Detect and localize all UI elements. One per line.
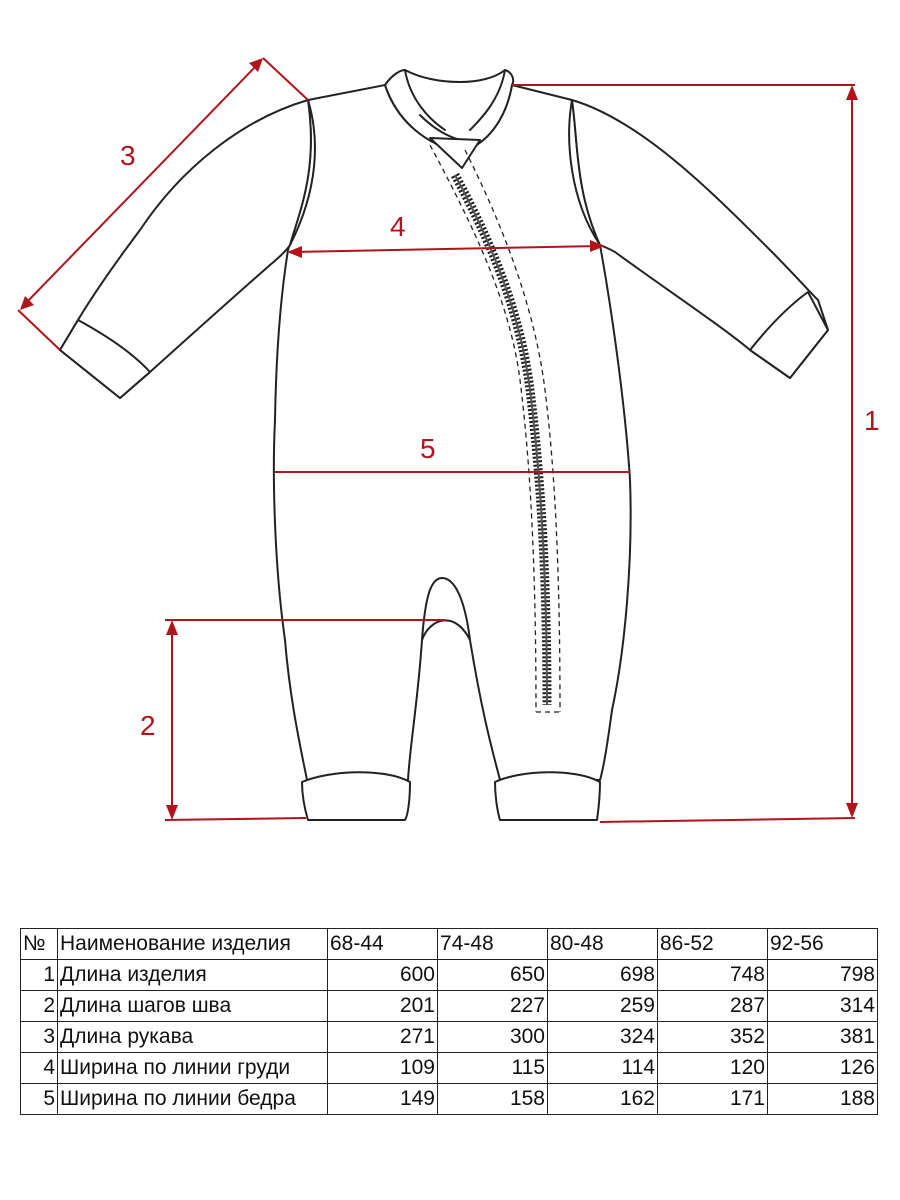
table-row <box>21 991 878 1022</box>
measurement-4-chest-width <box>287 211 605 258</box>
cell-value: 109 <box>328 1053 438 1084</box>
cell-value: 115 <box>438 1053 548 1084</box>
cell-value: 381 <box>768 1022 878 1053</box>
row-name: Ширина по линии бедра <box>58 1084 328 1115</box>
cell-value: 324 <box>548 1022 658 1053</box>
cell-value: 698 <box>548 960 658 991</box>
row-number: 1 <box>21 960 58 991</box>
cell-value: 188 <box>768 1084 878 1115</box>
size-table <box>20 928 878 1115</box>
header-size-3: 80-48 <box>548 929 658 960</box>
row-number: 2 <box>21 991 58 1022</box>
table-row <box>21 1022 878 1053</box>
header-name: Наименование изделия <box>58 929 328 960</box>
table-header-row <box>21 929 878 960</box>
table-row <box>21 1053 878 1084</box>
cell-value: 120 <box>658 1053 768 1084</box>
measurement-5-hip-width <box>275 433 630 472</box>
cell-value: 259 <box>548 991 658 1022</box>
row-name: Длина рукава <box>58 1022 328 1053</box>
cell-value: 158 <box>438 1084 548 1115</box>
cell-value: 650 <box>438 960 548 991</box>
zipper <box>430 145 560 712</box>
cell-value: 748 <box>658 960 768 991</box>
marker-4: 4 <box>390 211 406 242</box>
cell-value: 171 <box>658 1084 768 1115</box>
row-name: Длина изделия <box>58 960 328 991</box>
header-number: № <box>21 929 58 960</box>
cell-value: 271 <box>328 1022 438 1053</box>
cell-value: 798 <box>768 960 878 991</box>
jumpsuit-outline <box>60 70 828 820</box>
row-number: 5 <box>21 1084 58 1115</box>
cell-value: 126 <box>768 1053 878 1084</box>
marker-2: 2 <box>140 710 156 741</box>
cell-value: 162 <box>548 1084 658 1115</box>
marker-5: 5 <box>420 433 436 464</box>
cell-value: 287 <box>658 991 768 1022</box>
cell-value: 149 <box>328 1084 438 1115</box>
cell-value: 227 <box>438 991 548 1022</box>
marker-1: 1 <box>864 405 880 436</box>
cell-value: 314 <box>768 991 878 1022</box>
row-number: 3 <box>21 1022 58 1053</box>
marker-3: 3 <box>120 140 136 171</box>
header-size-2: 74-48 <box>438 929 548 960</box>
table-row <box>21 1084 878 1115</box>
row-number: 4 <box>21 1053 58 1084</box>
header-size-5: 92-56 <box>768 929 878 960</box>
row-name: Длина шагов шва <box>58 991 328 1022</box>
header-size-4: 86-52 <box>658 929 768 960</box>
header-size-1: 68-44 <box>328 929 438 960</box>
row-name: Ширина по линии груди <box>58 1053 328 1084</box>
cell-value: 201 <box>328 991 438 1022</box>
cell-value: 300 <box>438 1022 548 1053</box>
cell-value: 352 <box>658 1022 768 1053</box>
cell-value: 114 <box>548 1053 658 1084</box>
cell-value: 600 <box>328 960 438 991</box>
table-row <box>21 960 878 991</box>
